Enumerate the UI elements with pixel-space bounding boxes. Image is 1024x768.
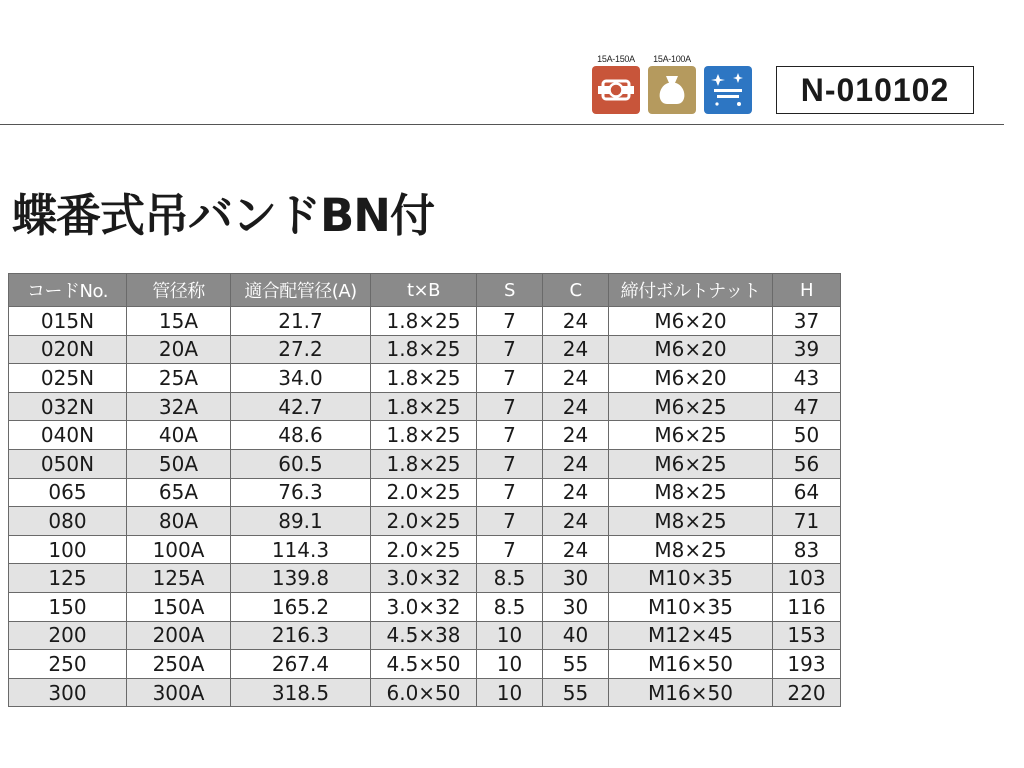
cell-nominal-size: 150A xyxy=(127,592,231,621)
cell-s: 7 xyxy=(477,507,543,536)
cell-bolt-nut: M6×20 xyxy=(609,335,773,364)
cell-c: 24 xyxy=(543,392,609,421)
cell-nominal-size: 200A xyxy=(127,621,231,650)
cell-nominal-size: 15A xyxy=(127,307,231,336)
cell-txb: 1.8×25 xyxy=(371,449,477,478)
bag-size-caption: 15A-100A xyxy=(653,54,691,64)
cell-h: 220 xyxy=(773,678,841,707)
table-header-row xyxy=(9,274,841,307)
col-header-bolt-nut: 締付ボルトナット xyxy=(609,274,773,307)
product-code: N-010102 xyxy=(776,66,974,114)
cell-s: 10 xyxy=(477,650,543,679)
cell-bolt-nut: M16×50 xyxy=(609,650,773,679)
size-range-caption: 15A-150A xyxy=(597,54,635,64)
cell-txb: 1.8×25 xyxy=(371,335,477,364)
cell-code: 015N xyxy=(9,307,127,336)
cell-txb: 1.8×25 xyxy=(371,392,477,421)
cell-pipe-diameter: 21.7 xyxy=(231,307,371,336)
cell-c: 24 xyxy=(543,335,609,364)
cell-s: 7 xyxy=(477,335,543,364)
feature-icons xyxy=(592,52,760,114)
table-row xyxy=(9,564,841,593)
cell-code: 020N xyxy=(9,335,127,364)
table-row xyxy=(9,392,841,421)
cell-pipe-diameter: 216.3 xyxy=(231,621,371,650)
cell-h: 37 xyxy=(773,307,841,336)
cell-c: 24 xyxy=(543,478,609,507)
cell-nominal-size: 32A xyxy=(127,392,231,421)
cell-txb: 2.0×25 xyxy=(371,507,477,536)
cell-c: 24 xyxy=(543,507,609,536)
cell-pipe-diameter: 318.5 xyxy=(231,678,371,707)
col-header-c: C xyxy=(543,274,609,307)
cell-s: 7 xyxy=(477,449,543,478)
table-row xyxy=(9,421,841,450)
cell-h: 39 xyxy=(773,335,841,364)
cell-bolt-nut: M6×25 xyxy=(609,421,773,450)
cell-h: 83 xyxy=(773,535,841,564)
cell-h: 193 xyxy=(773,650,841,679)
cell-code: 040N xyxy=(9,421,127,450)
table-row xyxy=(9,535,841,564)
cell-code: 025N xyxy=(9,364,127,393)
cell-h: 64 xyxy=(773,478,841,507)
cell-code: 100 xyxy=(9,535,127,564)
cell-pipe-diameter: 60.5 xyxy=(231,449,371,478)
cell-nominal-size: 80A xyxy=(127,507,231,536)
cell-h: 56 xyxy=(773,449,841,478)
col-header-pipe-diameter: 適合配管径(A) xyxy=(231,274,371,307)
col-header-code: コードNo. xyxy=(9,274,127,307)
cell-nominal-size: 300A xyxy=(127,678,231,707)
cell-c: 30 xyxy=(543,592,609,621)
cell-bolt-nut: M6×25 xyxy=(609,449,773,478)
cell-pipe-diameter: 34.0 xyxy=(231,364,371,393)
cell-bolt-nut: M16×50 xyxy=(609,678,773,707)
cell-pipe-diameter: 114.3 xyxy=(231,535,371,564)
cell-txb: 4.5×38 xyxy=(371,621,477,650)
spec-table xyxy=(8,273,841,707)
cell-pipe-diameter: 48.6 xyxy=(231,421,371,450)
cell-nominal-size: 125A xyxy=(127,564,231,593)
cell-bolt-nut: M10×35 xyxy=(609,592,773,621)
cell-c: 55 xyxy=(543,650,609,679)
cell-code: 125 xyxy=(9,564,127,593)
cell-h: 116 xyxy=(773,592,841,621)
col-header-s: S xyxy=(477,274,543,307)
cell-txb: 1.8×25 xyxy=(371,307,477,336)
cell-c: 40 xyxy=(543,621,609,650)
cell-pipe-diameter: 267.4 xyxy=(231,650,371,679)
cell-code: 300 xyxy=(9,678,127,707)
col-header-txb: t×B xyxy=(371,274,477,307)
cell-pipe-diameter: 76.3 xyxy=(231,478,371,507)
cell-pipe-diameter: 42.7 xyxy=(231,392,371,421)
table-row xyxy=(9,307,841,336)
table-row xyxy=(9,335,841,364)
cell-s: 10 xyxy=(477,621,543,650)
cell-s: 7 xyxy=(477,392,543,421)
table-row xyxy=(9,507,841,536)
cell-nominal-size: 65A xyxy=(127,478,231,507)
cell-nominal-size: 20A xyxy=(127,335,231,364)
cell-code: 150 xyxy=(9,592,127,621)
page-title: 蝶番式吊バンドBN付 xyxy=(12,189,434,242)
cell-c: 24 xyxy=(543,421,609,450)
cell-c: 24 xyxy=(543,364,609,393)
cell-txb: 6.0×50 xyxy=(371,678,477,707)
cell-c: 24 xyxy=(543,535,609,564)
cell-h: 103 xyxy=(773,564,841,593)
cell-c: 55 xyxy=(543,678,609,707)
cell-bolt-nut: M8×25 xyxy=(609,535,773,564)
table-row xyxy=(9,650,841,679)
col-header-h: H xyxy=(773,274,841,307)
cell-pipe-diameter: 89.1 xyxy=(231,507,371,536)
col-header-nominal-size: 管径称 xyxy=(127,274,231,307)
header-divider xyxy=(0,124,1004,125)
cell-txb: 1.8×25 xyxy=(371,421,477,450)
cell-s: 7 xyxy=(477,421,543,450)
cell-bolt-nut: M6×20 xyxy=(609,307,773,336)
cell-code: 200 xyxy=(9,621,127,650)
cell-h: 153 xyxy=(773,621,841,650)
cell-c: 24 xyxy=(543,307,609,336)
cell-h: 47 xyxy=(773,392,841,421)
cell-code: 080 xyxy=(9,507,127,536)
cell-txb: 3.0×32 xyxy=(371,592,477,621)
cell-pipe-diameter: 165.2 xyxy=(231,592,371,621)
cell-txb: 2.0×25 xyxy=(371,478,477,507)
cell-bolt-nut: M12×45 xyxy=(609,621,773,650)
size-range-badge xyxy=(592,52,640,114)
cell-h: 50 xyxy=(773,421,841,450)
cell-h: 71 xyxy=(773,507,841,536)
cell-code: 065 xyxy=(9,478,127,507)
cell-txb: 2.0×25 xyxy=(371,535,477,564)
cell-nominal-size: 100A xyxy=(127,535,231,564)
table-row xyxy=(9,592,841,621)
table-row xyxy=(9,364,841,393)
cell-s: 7 xyxy=(477,364,543,393)
cell-bolt-nut: M10×35 xyxy=(609,564,773,593)
bag-size-icon xyxy=(648,66,696,114)
cell-c: 30 xyxy=(543,564,609,593)
cell-s: 10 xyxy=(477,678,543,707)
cell-bolt-nut: M6×20 xyxy=(609,364,773,393)
size-range-icon xyxy=(592,66,640,114)
cell-nominal-size: 250A xyxy=(127,650,231,679)
cell-s: 8.5 xyxy=(477,592,543,621)
cell-s: 7 xyxy=(477,307,543,336)
cell-txb: 3.0×32 xyxy=(371,564,477,593)
cell-pipe-diameter: 139.8 xyxy=(231,564,371,593)
cell-nominal-size: 25A xyxy=(127,364,231,393)
cell-nominal-size: 40A xyxy=(127,421,231,450)
table-row xyxy=(9,478,841,507)
cell-s: 7 xyxy=(477,478,543,507)
cell-bolt-nut: M8×25 xyxy=(609,478,773,507)
cell-s: 8.5 xyxy=(477,564,543,593)
table-row xyxy=(9,621,841,650)
cell-bolt-nut: M8×25 xyxy=(609,507,773,536)
cell-c: 24 xyxy=(543,449,609,478)
cell-txb: 4.5×50 xyxy=(371,650,477,679)
cell-pipe-diameter: 27.2 xyxy=(231,335,371,364)
cell-txb: 1.8×25 xyxy=(371,364,477,393)
table-row xyxy=(9,678,841,707)
electro-galvanized-badge xyxy=(704,52,752,114)
table-row xyxy=(9,449,841,478)
cell-code: 250 xyxy=(9,650,127,679)
cell-h: 43 xyxy=(773,364,841,393)
cell-code: 032N xyxy=(9,392,127,421)
cell-nominal-size: 50A xyxy=(127,449,231,478)
electro-galvanized-icon xyxy=(704,66,752,114)
bag-size-badge xyxy=(648,52,696,114)
cell-bolt-nut: M6×25 xyxy=(609,392,773,421)
cell-code: 050N xyxy=(9,449,127,478)
cell-s: 7 xyxy=(477,535,543,564)
